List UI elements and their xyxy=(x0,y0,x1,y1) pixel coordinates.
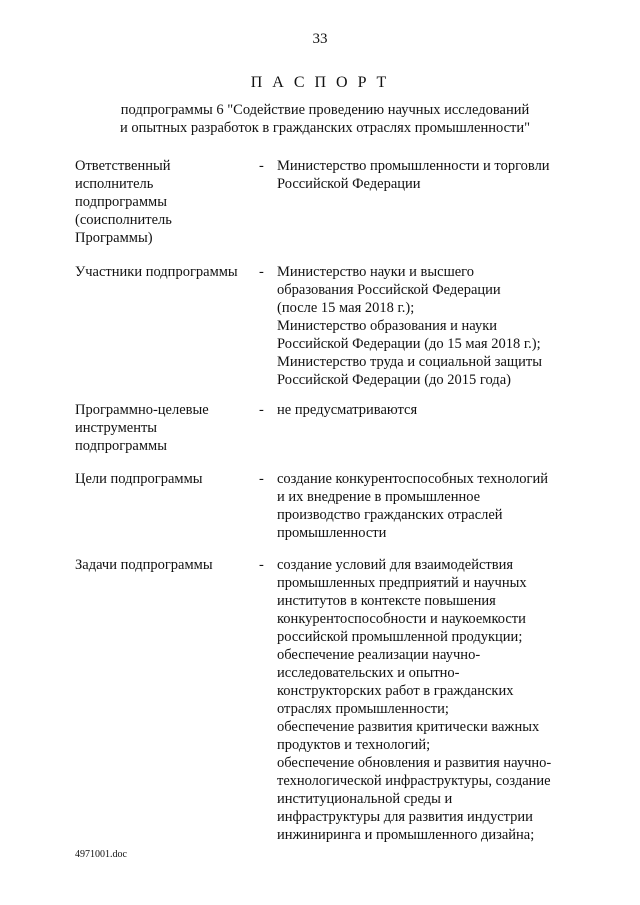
value-line: создание конкурентоспособных технологий xyxy=(277,471,549,487)
document-subtitle xyxy=(95,101,555,137)
value-line: Российской Федерации xyxy=(277,176,421,192)
value-line: промышленности xyxy=(277,525,387,541)
label-line: (соисполнитель xyxy=(75,212,172,228)
value-line: промышленных предприятий и научных xyxy=(277,575,527,591)
value-line: обеспечение обновления и развития научно- xyxy=(277,755,552,771)
value-line: институциональной среды и xyxy=(277,791,453,807)
value-line: Министерство труда и социальной защиты xyxy=(277,354,542,370)
value-line: не предусматриваются xyxy=(277,402,418,418)
row-dash: - xyxy=(259,471,264,487)
subtitle-line: и опытных разработок в гражданских отраслях промышленности" xyxy=(119,120,531,136)
value-line: создание условий для взаимодействия xyxy=(277,557,514,573)
label-line: Программно-целевые xyxy=(75,402,209,418)
row-label xyxy=(75,470,250,488)
row-dash: - xyxy=(259,402,264,418)
value-line: Российской Федерации (до 2015 года) xyxy=(277,372,511,388)
value-line: технологической инфраструктуры, создание xyxy=(277,773,551,789)
value-line: исследовательских и опытно- xyxy=(277,665,460,681)
row-dash: - xyxy=(259,557,264,573)
value-line: обеспечение развития критически важных xyxy=(277,719,540,735)
value-line: обеспечение реализации научно- xyxy=(277,647,481,663)
value-line: Министерство образования и науки xyxy=(277,318,498,334)
value-line: Министерство промышленности и торговли xyxy=(277,158,550,174)
row-label xyxy=(75,556,250,574)
value-line: конструкторских работ в гражданских xyxy=(277,683,514,699)
label-line: Ответственный xyxy=(75,158,171,174)
document-title: П А С П О Р Т xyxy=(250,74,390,91)
value-line: институтов в контексте повышения xyxy=(277,593,496,609)
row-dash: - xyxy=(259,264,264,280)
value-line: (после 15 мая 2018 г.); xyxy=(277,300,415,316)
label-line: Участники подпрограммы xyxy=(75,264,238,280)
value-line: конкурентоспособности и наукоемкости xyxy=(277,611,526,627)
row-label xyxy=(75,263,250,281)
row-value xyxy=(277,556,577,844)
row-label xyxy=(75,157,250,247)
row-dash: - xyxy=(259,158,264,174)
label-line: инструменты xyxy=(75,420,158,436)
row-label xyxy=(75,401,250,455)
value-line: производство гражданских отраслей xyxy=(277,507,503,523)
row-value xyxy=(277,470,577,542)
document-footer-filename: 4971001.doc xyxy=(75,849,127,860)
subtitle-line: подпрограммы 6 "Содействие проведению научных исследований xyxy=(120,102,530,118)
value-line: отраслях промышленности; xyxy=(277,701,449,717)
value-line: Российской Федерации (до 15 мая 2018 г.); xyxy=(277,336,541,352)
label-line: Задачи подпрограммы xyxy=(75,557,213,573)
value-line: Министерство науки и высшего xyxy=(277,264,475,280)
value-line: инфраструктуры для развития индустрии xyxy=(277,809,533,825)
row-value xyxy=(277,157,577,193)
page-number: 33 xyxy=(312,31,328,47)
label-line: исполнитель xyxy=(75,176,154,192)
value-line: и их внедрение в промышленное xyxy=(277,489,481,505)
label-line: Цели подпрограммы xyxy=(75,471,203,487)
value-line: инжиниринга и промышленного дизайна; xyxy=(277,827,535,843)
row-value xyxy=(277,401,577,419)
value-line: образования Российской Федерации xyxy=(277,282,501,298)
label-line: подпрограммы xyxy=(75,438,167,454)
label-line: подпрограммы xyxy=(75,194,167,210)
value-line: российской промышленной продукции; xyxy=(277,629,523,645)
value-line: продуктов и технологий; xyxy=(277,737,431,753)
row-value xyxy=(277,263,577,389)
label-line: Программы) xyxy=(75,230,153,246)
